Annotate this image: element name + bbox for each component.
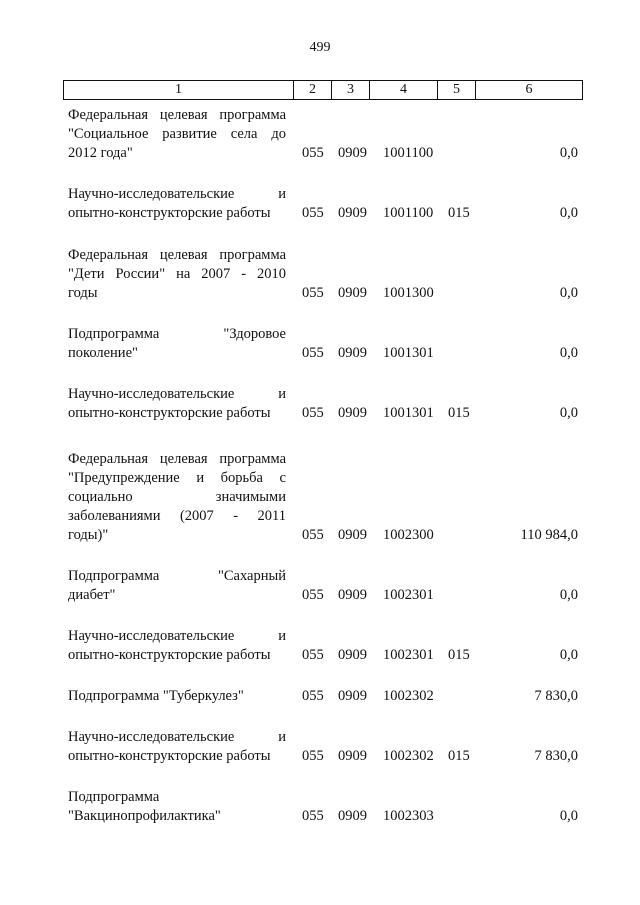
article-code: 1002302 — [383, 748, 434, 764]
page-number: 499 — [309, 40, 331, 55]
header-col-4: 4 — [370, 81, 438, 99]
description-line: "Дети России" на 2007 - 2010 — [68, 266, 286, 282]
amount-value: 0,0 — [559, 345, 578, 361]
row-description — [68, 567, 286, 605]
amount-value: 0,0 — [559, 647, 578, 663]
table-row — [68, 385, 588, 423]
amount-value: 0,0 — [559, 808, 578, 824]
article-code: 1002303 — [383, 808, 434, 824]
amount-value: 0,0 — [559, 205, 578, 221]
description-line: опытно-конструкторские работы — [68, 647, 271, 663]
row-description — [68, 246, 286, 303]
description-line: 2012 года" — [68, 145, 133, 161]
section-code: 0909 — [338, 647, 367, 663]
section-code: 0909 — [338, 748, 367, 764]
admin-code: 055 — [302, 285, 324, 301]
description-line: поколение" — [68, 345, 138, 361]
description-line: Подпрограмма — [68, 789, 160, 805]
description-line: Федеральная целевая программа — [68, 247, 286, 263]
row-description — [68, 325, 286, 363]
expense-type-code: 015 — [448, 205, 470, 221]
description-line: Подпрограмма "Здоровое — [68, 326, 286, 342]
section-code: 0909 — [338, 145, 367, 161]
admin-code: 055 — [302, 808, 324, 824]
description-line: Федеральная целевая программа — [68, 107, 286, 123]
row-description — [68, 687, 286, 706]
table-row — [68, 325, 588, 363]
row-description — [68, 185, 286, 223]
amount-value: 7 830,0 — [534, 688, 578, 704]
amount-value: 0,0 — [559, 587, 578, 603]
table-header — [63, 80, 583, 100]
section-code: 0909 — [338, 205, 367, 221]
row-description — [68, 385, 286, 423]
description-line: заболеваниями (2007 - 2011 — [68, 508, 286, 524]
article-code: 1002301 — [383, 587, 434, 603]
table-row — [68, 567, 588, 605]
description-line: опытно-конструкторские работы — [68, 748, 271, 764]
admin-code: 055 — [302, 647, 324, 663]
admin-code: 055 — [302, 587, 324, 603]
description-line: "Вакцинопрофилактика" — [68, 808, 221, 824]
amount-value: 7 830,0 — [534, 748, 578, 764]
table-row — [68, 728, 588, 766]
admin-code: 055 — [302, 748, 324, 764]
admin-code: 055 — [302, 145, 324, 161]
description-line: социально значимыми — [68, 489, 286, 505]
header-col-3: 3 — [332, 81, 370, 99]
row-description — [68, 627, 286, 665]
description-line: годы — [68, 285, 98, 301]
article-code: 1001301 — [383, 345, 434, 361]
description-line: "Социальное развитие села до — [68, 126, 286, 142]
table-row — [68, 627, 588, 665]
table-row — [68, 246, 588, 303]
description-line: Научно-исследовательские и — [68, 729, 286, 745]
table-row — [68, 687, 588, 706]
header-col-1: 1 — [64, 81, 294, 99]
expense-type-code: 015 — [448, 647, 470, 663]
expense-type-code: 015 — [448, 748, 470, 764]
row-description — [68, 106, 286, 163]
amount-value: 0,0 — [559, 145, 578, 161]
section-code: 0909 — [338, 808, 367, 824]
description-line: Федеральная целевая программа — [68, 451, 286, 467]
description-line: Подпрограмма "Туберкулез" — [68, 688, 244, 704]
table-row — [68, 788, 588, 826]
header-col-6: 6 — [525, 82, 533, 97]
amount-value: 0,0 — [559, 285, 578, 301]
header-col-2: 2 — [294, 81, 332, 99]
article-code: 1002300 — [383, 527, 434, 543]
article-code: 1001301 — [383, 405, 434, 421]
amount-value: 0,0 — [559, 405, 578, 421]
admin-code: 055 — [302, 527, 324, 543]
description-line: Подпрограмма "Сахарный — [68, 568, 286, 584]
admin-code: 055 — [302, 688, 324, 704]
section-code: 0909 — [338, 688, 367, 704]
article-code: 1002301 — [383, 647, 434, 663]
table-row — [68, 450, 588, 545]
article-code: 1002302 — [383, 688, 434, 704]
row-description — [68, 450, 286, 545]
row-description — [68, 788, 286, 826]
article-code: 1001300 — [383, 285, 434, 301]
description-line: опытно-конструкторские работы — [68, 405, 271, 421]
admin-code: 055 — [302, 405, 324, 421]
description-line: "Предупреждение и борьба с — [68, 470, 286, 486]
expense-type-code: 015 — [448, 405, 470, 421]
description-line: диабет" — [68, 587, 116, 603]
section-code: 0909 — [338, 527, 367, 543]
description-line: Научно-исследовательские и — [68, 386, 286, 402]
section-code: 0909 — [338, 405, 367, 421]
description-line: Научно-исследовательские и — [68, 628, 286, 644]
header-col-5: 5 — [438, 81, 476, 99]
admin-code: 055 — [302, 205, 324, 221]
section-code: 0909 — [338, 285, 367, 301]
article-code: 1001100 — [383, 145, 434, 161]
row-description — [68, 728, 286, 766]
article-code: 1001100 — [383, 205, 434, 221]
admin-code: 055 — [302, 345, 324, 361]
section-code: 0909 — [338, 345, 367, 361]
table-row — [68, 185, 588, 223]
description-line: Научно-исследовательские и — [68, 186, 286, 202]
amount-value: 110 984,0 — [520, 527, 578, 543]
section-code: 0909 — [338, 587, 367, 603]
description-line: годы)" — [68, 527, 109, 543]
table-row — [68, 106, 588, 163]
description-line: опытно-конструкторские работы — [68, 205, 271, 221]
